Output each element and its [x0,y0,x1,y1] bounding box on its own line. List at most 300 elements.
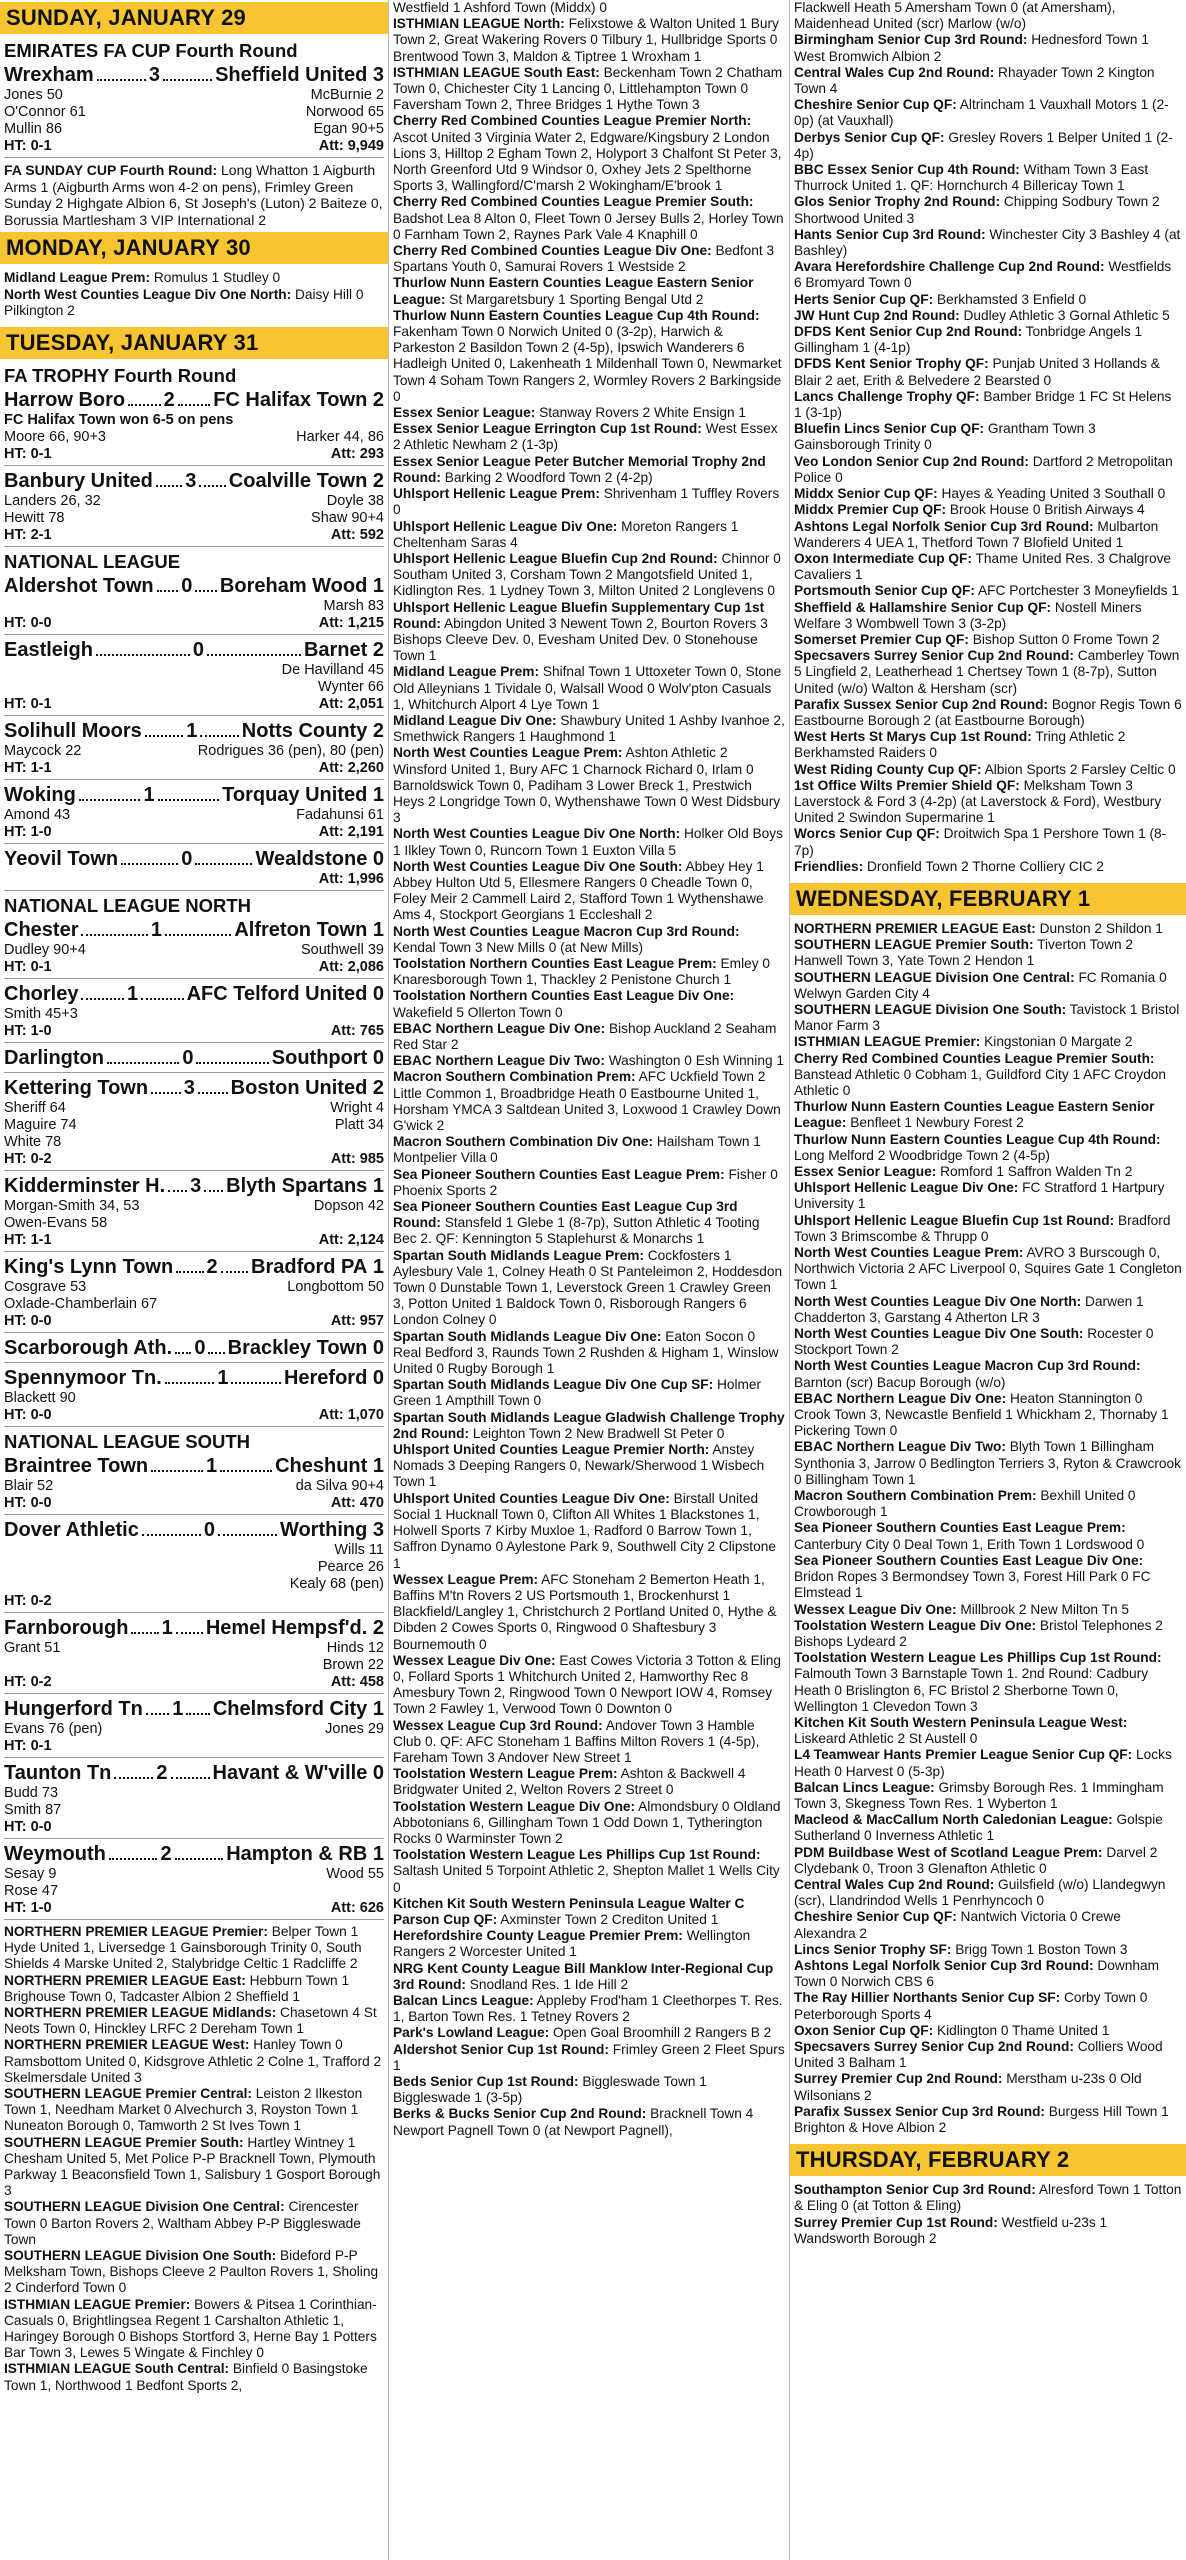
scorers-row [4,1721,384,1738]
result-entry [393,2106,785,2138]
competition-label: SOUTHERN LEAGUE Division One Central: [794,969,1075,985]
match-score-line [4,1455,384,1478]
competition-label: Worcs Senior Cup QF: [794,826,940,842]
competition-label: Toolstation Northern Counties East League Div One: [393,988,735,1004]
result-text: Stanway Rovers 2 White Ensign 1 [535,405,746,421]
home-score: 1 [206,1454,218,1477]
result-text: Axminster Town 2 Crediton United 1 [497,1911,719,1927]
result-entry [393,859,785,924]
away-score: 0 [372,1046,384,1069]
competition-label: Central Wales Cup 2nd Round: [794,1876,995,1892]
result-text: Golspie Sutherland 0 Inverness Athletic 1 [794,1812,1163,1844]
competition-label: Oxon Senior Cup QF: [794,2022,934,2038]
halftime-score: HT: 0-2 [4,1592,52,1609]
result-text: Locks Heath 0 Harvest 0 (5-3p) [794,1747,1172,1779]
competition-label: Southampton Senior Cup 3rd Round: [794,2182,1036,2198]
competition-label: NORTHERN PREMIER LEAGUE East: [4,1972,246,1988]
scorers-row [4,679,384,696]
home-team-name: Scarborough Ath. [4,1336,173,1359]
halftime-attendance-row [4,959,384,979]
scorers-row [4,1296,384,1313]
home-score: 0 [192,638,204,661]
away-score: 1 [372,918,384,941]
scorers-row [4,1576,384,1593]
result-entry [4,2248,384,2297]
home-team [4,470,153,493]
home-team [4,389,125,412]
home-scorer: Rose 47 [4,1882,59,1899]
halftime-attendance-row [4,1313,384,1333]
result-entry [794,1909,1182,1941]
halftime-attendance-row [4,138,384,158]
match-block [4,64,384,158]
competition-label: The Ray Hillier Northants Senior Cup SF: [794,1990,1061,2006]
scorers-row [4,1100,384,1117]
result-text: Bowers & Pitsea 1 Corinthian-Casuals 0, Brightlingsea Regent 1 Carshalton Athletic 1, Haringey Borough 0 Bishops Stortford 3, Herne Bay 1 Potters Bar Town 3, Lewes 5 Wingate & Finchley 0 [4,2296,377,2361]
match-block [4,1077,384,1171]
competition-label: BBC Essex Senior Cup 4th Round: [794,162,1020,178]
competition-label: Kitchen Kit South Western Peninsula League Walter C Parson Cup QF: [393,1895,745,1927]
halftime-attendance-row [4,615,384,635]
dotted-leader [168,1175,187,1192]
home-scorer: Hewitt 78 [4,509,65,526]
result-text: Fisher 0 Phoenix Sports 2 [393,1166,778,1198]
away-team-name: Blyth Spartans [226,1174,368,1197]
result-text: Darwen 1 Chadderton 3, Garstang 4 Atherton LR 3 [794,1293,1144,1325]
competition-label: Sheffield & Hallamshire Senior Cup QF: [794,599,1052,615]
result-text: Winchester City 3 Bashley 4 (at Bashley) [794,226,1181,259]
away-team-name: Brackley Town [227,1336,368,1359]
result-text: Barking 2 Woodford Town 2 (4-2p) [440,469,653,485]
home-score: 3 [185,469,197,492]
away-team-name: Cheshunt [275,1454,368,1477]
result-entry [4,2037,384,2086]
home-team [4,1047,104,1070]
match-score-line [4,1367,384,1390]
competition-label: Uhlsport Hellenic League Bluefin Supplementary Cup 1st Round: [393,599,765,631]
home-team-name: Spennymoor Tn. [4,1366,162,1389]
away-scorer: Wright 4 [330,1099,384,1116]
result-text: Dudley Athletic 3 Gornal Athletic 5 [959,307,1170,323]
dotted-leader [208,1337,224,1354]
competition-label: West Riding County Cup QF: [794,761,982,777]
result-entry [794,1099,1182,1131]
competition-label: Glos Senior Trophy 2nd Round: [794,194,1001,210]
match-score-line [4,64,384,87]
halftime-attendance-row [4,1900,384,1920]
result-entry [4,270,384,286]
result-entry [393,826,785,858]
competition-label: Essex Senior League: [794,1164,937,1180]
result-entry [794,921,1182,937]
competition-label: Midland League Prem: [4,270,151,286]
result-text: Saltash United 5 Torpoint Athletic 2, Shepton Mallet 1 Wells City 0 [393,1863,780,1895]
result-entry [393,600,785,665]
result-text: Westfields 6 Bromyard Town 0 [794,259,1172,291]
result-entry [393,1961,785,1993]
result-entry [794,697,1182,729]
halftime-attendance-row [4,1070,384,1073]
competition-label: NORTHERN PREMIER LEAGUE Midlands: [4,2005,277,2020]
result-entry [794,2215,1182,2247]
competition-label: North West Counties League Div One North: [794,1293,1082,1309]
result-text: Bexhill United 0 Crowborough 1 [794,1488,1136,1520]
dotted-leader [97,64,146,81]
away-team [206,1617,367,1640]
home-score: 1 [126,982,139,1005]
result-text: Kidlington 0 Thame United 1 [933,2022,1110,2038]
result-text: Hayes & Yeading United 3 Southall 0 [937,486,1166,502]
column-3 [790,0,1186,2560]
competition-label: Specsavers Surrey Senior Cup 2nd Round: [794,648,1074,664]
competition-label: Balcan Lincs League: [794,1779,935,1795]
competition-label: ISTHMIAN LEAGUE South Central: [4,2361,230,2377]
competition-label: ISTHMIAN LEAGUE Premier: [4,2296,191,2312]
result-text: Bracknell Town 4 Newport Pagnell Town 0 (at Newport Pagnell), [393,2106,754,2138]
competition-label: Aldershot Senior Cup 1st Round: [393,2041,609,2057]
halftime-attendance-row [4,1407,384,1427]
result-text: Nantwich Victoria 0 Crewe Alexandra 2 [794,1909,1121,1941]
result-entry [393,1799,785,1848]
result-entry [794,648,1182,697]
scorers-row [4,1198,384,1215]
result-entry [4,2361,384,2393]
competition-label: PDM Buildbase West of Scotland League Prem: [794,1844,1103,1860]
result-text: Moreton Rangers 1 Cheltenham Saras 4 [393,518,739,550]
competition-label: Toolstation Northern Counties East League Prem: [393,955,717,971]
result-text: Chinnor 0 Southam United 3, Corsham Town 2 Mangotsfield United 1, Kidlington Res. 1 Lydney Town 3, Milton United 2 Longlevens 0 [393,550,781,599]
competition-label: Macron Southern Combination Prem: [393,1069,636,1085]
result-entry [393,1896,785,1928]
result-entry [393,988,785,1020]
result-text: Bridon Ropes 3 Bermondsey Town 3, Forest Hill Park 0 FC Elmstead 1 [794,1569,1151,1601]
result-entry [794,970,1182,1002]
home-score: 3 [190,1174,202,1197]
dotted-leader [218,1519,277,1536]
away-scorer: Longbottom 50 [287,1278,384,1295]
day-header: SUNDAY, JANUARY 29 [0,2,388,34]
home-score: 0 [182,1046,194,1069]
match-block [4,575,384,635]
halftime-score: HT: 0-2 [4,1673,52,1690]
halftime-score: HT: 0-1 [4,138,52,154]
dotted-leader [204,1175,223,1192]
result-entry [794,259,1182,291]
home-score: 1 [172,1697,184,1720]
competition-label: Oxon Intermediate Cup QF: [794,550,972,566]
competition-label: Friendlies: [794,858,864,874]
scorers-row [4,1006,384,1023]
result-text: Tring Athletic 2 Berkhamsted Raiders 0 [794,729,1126,761]
home-score: 0 [181,847,193,870]
competition-label: Essex Senior League Errington Cup 1st Round: [393,421,702,437]
dotted-leader [157,575,179,592]
result-entry [794,583,1182,599]
result-entry [393,0,785,16]
result-entry [794,2182,1182,2214]
result-entry [393,956,785,988]
competition-label: NORTHERN PREMIER LEAGUE East: [794,920,1036,936]
competition-label: Sea Pioneer Southern Counties East League Div One: [794,1552,1144,1568]
halftime-attendance-row [4,824,384,844]
halftime-attendance-row [4,1819,384,1839]
home-scorer: Grant 51 [4,1639,61,1656]
away-scorer: Kealy 68 (pen) [289,1575,384,1592]
result-text: Abingdon United 3 Newent Town 2, Bourton Rovers 3 Bishops Cleeve Dev. 0, Evesham United Dev. 0 Stonehouse Town 1 [393,615,768,664]
dotted-leader [151,1077,181,1094]
home-team [4,1762,111,1785]
away-team-name: Torquay United [222,783,368,806]
result-entry [393,745,785,826]
competition-label: Cheshire Senior Cup QF: [794,97,957,113]
result-entry [393,1248,785,1329]
result-entry [393,454,785,486]
result-entry [794,1034,1182,1050]
result-entry [393,194,785,243]
scorers-row [4,662,384,679]
match-subnote: FC Halifax Town won 6-5 on pens [4,411,234,428]
result-text: Snodland Res. 1 Ide Hill 2 [466,1976,629,1992]
result-text: Westfield 1 Ashford Town (Middx) 0 [393,0,608,15]
result-text: AFC Stoneham 2 Bemerton Heath 1, Baffins M'tn Rovers 2 US Portsmouth 1, Brockenhurst 1 Blackfield/Langley 1, Christchurch 2 Portland United 0, Hythe & Dibden 2 Cowes Sports 0, Ringwood 0 Shaftesbury 3 Bournemouth 0 [393,1571,777,1652]
home-score: 1 [161,1616,173,1639]
competition-label: Central Wales Cup 2nd Round: [794,64,995,80]
away-team [272,1047,368,1070]
competition-label: Ashtons Legal Norfolk Senior Cup 3rd Round: [794,1957,1094,1973]
result-text: Wellington Rangers 2 Worcester United 1 [393,1928,751,1960]
halftime-attendance-row [4,527,384,547]
home-team-name: Chester [4,918,79,941]
competition-label: North West Counties League Prem: [794,1245,1024,1261]
result-entry [4,162,384,228]
dotted-leader [165,1367,215,1384]
home-team [4,1175,165,1198]
away-score: 3 [372,1518,385,1541]
dotted-leader [198,1077,228,1094]
competition-label: EBAC Northern League Div Two: [393,1053,605,1069]
competition-title: NATIONAL LEAGUE SOUTH [4,1430,250,1452]
home-team-name: Chorley [4,982,79,1005]
match-block [4,1843,384,1920]
competition-label: North West Counties League Macron Cup 3rd Round: [794,1358,1141,1374]
result-text: Washington 0 Esh Winning 1 [604,1053,784,1069]
attendance: Att: 470 [330,1494,384,1511]
competition-label: Cherry Red Combined Counties League Premier South: [794,1050,1155,1066]
home-scorer: Maguire 74 [4,1116,77,1133]
competition-label: Spartan South Midlands League Prem: [393,1247,644,1263]
home-scorer: Jones 50 [4,87,63,103]
dotted-leader [196,1047,268,1064]
away-team-name: Worthing [279,1518,368,1541]
result-entry [794,1391,1182,1440]
away-score: 0 [372,847,384,870]
attendance: Att: 2,260 [318,759,384,776]
attendance: Att: 293 [330,445,384,462]
match-score-line [4,1762,384,1785]
result-text: Open Goal Broomhill 2 Rangers B 2 [549,2025,772,2041]
scorers-row [4,87,384,104]
scorers-row [4,1390,384,1407]
competition-label: Thurlow Nunn Eastern Counties League Cup 4th Round: [794,1131,1161,1147]
home-score: 2 [206,1255,218,1278]
competition-label: Beds Senior Cup 1st Round: [393,2074,579,2089]
result-entry [393,113,785,194]
competition-label: Wessex League Div One: [794,1601,957,1617]
home-scorer: O'Connor 61 [4,104,86,120]
result-entry [393,1167,785,1199]
away-team-name: Coalville Town [228,469,368,492]
result-text: East Cowes Victoria 3 Totton & Eling 0, Follard Sports 1 Whitchurch United 2, Hamworthy Rec 8 Amesbury Town 2, Ringwood Town 0 Newport IOW 4, Romsey Town 2 Fawley 1, Verwood Town 0 Downton 0 [393,1652,782,1717]
result-entry [794,486,1182,502]
result-text: Leighton Town 2 New Bradwell St Peter 0 [469,1425,725,1441]
result-text: Altrincham 1 Vauxhall Motors 1 (2-0p) (at Vauxhall) [794,97,1169,129]
home-scorer: Smith 45+3 [4,1005,78,1022]
result-entry [794,762,1182,778]
result-entry [794,227,1182,259]
result-entry [393,1442,785,1491]
away-team-name: Hereford [283,1366,368,1389]
away-team [187,983,368,1006]
away-scorer: Egan 90+5 [313,121,384,137]
result-entry [794,162,1182,194]
result-entry [794,551,1182,583]
competition-label: NORTHERN PREMIER LEAGUE Premier: [4,1923,268,1939]
match-block [4,639,384,716]
competition-label: SOUTHERN LEAGUE Premier Central: [4,2086,252,2102]
result-entry [794,1553,1182,1602]
result-text: Corby Town 0 Peterborough Sports 4 [794,1990,1148,2022]
away-team [242,720,368,743]
dotted-leader [81,919,147,936]
competition-label: DFDS Kent Senior Trophy QF: [794,356,989,372]
halftime-attendance-row [4,1023,384,1043]
result-entry [393,1134,785,1166]
result-text: Binfield 0 Basingstoke Town 1, Northwood 1 Bedfont Sports 2, [4,2361,368,2393]
match-score-line [4,1047,384,1070]
competition-label: Uhlsport Hellenic League Bluefin Cup 1st Round: [794,1212,1115,1228]
attendance: Att: 765 [330,1022,384,1039]
competition-label: SOUTHERN LEAGUE Premier South: [794,937,1034,953]
result-text: Shrivenham 1 Tuffley Rovers 0 [393,486,780,518]
home-team [4,919,78,942]
dotted-leader [107,1047,179,1064]
dotted-leader [186,1698,209,1715]
dotted-leader [146,1698,169,1715]
competition-label: Ashtons Legal Norfolk Senior Cup 3rd Round: [794,518,1094,534]
competition-label: NRG Kent County League Bill Manklow Inter-Regional Cup 3rd Round: [393,1960,774,1992]
competition-label: Uhlsport United Counties League Premier North: [393,1442,710,1458]
competition-label: North West Counties League Div One South: [393,858,683,874]
scorers-row [4,1478,384,1495]
result-entry [393,1410,785,1442]
result-entry [393,421,785,453]
competition-label: Parafix Sussex Senior Cup 2nd Round: [794,696,1049,712]
competition-label: Macron Southern Combination Prem: [794,1488,1037,1504]
halftime-attendance-row [4,1495,384,1515]
attendance: Att: 2,086 [318,958,384,975]
competition-label: North West Counties League Div One South: [794,1326,1084,1342]
result-entry [794,1051,1182,1100]
result-entry [794,1780,1182,1812]
result-text: Fakenham Town 0 Norwich United 0 (3-2p), Harwich & Parkeston 2 Basildon Town 2 (4-5p), Ipswich Wanderers 6 Hadleigh United 0, Lakenheath 1 Mildenhall Town 0, Newmarket Town 4 Soham Town Rangers 2, Wormley Rovers 2 Barkingside 0 [393,324,782,404]
away-team [229,470,368,493]
result-entry [393,1572,785,1653]
result-text: Cockfosters 1 Aylesbury Vale 1, Colney Heath 0 St Panteleimon 2, Hoddesdon Town 0 Dunstable Town 1, Leverstock Green 1 Crawley Green 3, Potton United 1 Baldock Town 0, Risborough Rangers 6 London Colney 0 [393,1247,783,1328]
scorers-row [4,121,384,138]
away-team-name: Bradford PA [251,1255,368,1278]
away-scorer: Doyle 38 [326,492,384,509]
home-score: 0 [203,1518,215,1541]
result-text: Birstall United Social 1 Hucknall Town 0, Clifton All Whites 1 Blackstones 1, Holwell Sports 7 Kirby Muxloe 1, Radford 0 Barrow Town 1, Saffron Dynamo 0 Aylestone Park 9, Southwell City 2 Clipstone 1 [393,1490,776,1571]
dotted-leader [176,1617,203,1634]
result-entry [794,454,1182,486]
competition-label: Hants Senior Cup 3rd Round: [794,226,986,242]
scorers-row [4,1883,384,1900]
competition-title: NATIONAL LEAGUE [4,550,181,572]
result-text: Darvel 2 Clydebank 0, Troon 3 Glenafton Athletic 0 [794,1844,1158,1876]
result-text: Bedfont 3 Spartans Youth 0, Samurai Rovers 1 Westside 2 [393,243,775,275]
match-score-line [4,1519,384,1542]
match-block [4,1519,384,1613]
result-text: Chipping Sodbury Town 2 Shortwood United 3 [794,194,1160,226]
away-score: 0 [372,1761,385,1784]
match-block [4,720,384,780]
home-team-name: Farnborough [4,1616,129,1639]
scorers-row [4,942,384,959]
result-text: Tavistock 1 Bristol Manor Farm 3 [794,1001,1180,1034]
result-text: Wakefield 5 Ollerton Town 0 [393,1004,563,1020]
competition-label: Lincs Senior Trophy SF: [794,1941,952,1957]
competition-label: FA SUNDAY CUP Fourth Round: [4,162,218,178]
halftime-attendance-row [4,446,384,466]
halftime-attendance-row [4,696,384,716]
home-scorer: Budd 73 [4,1784,59,1801]
result-entry [4,2199,384,2248]
attendance: Att: 2,051 [318,695,384,712]
competition-label: Wessex League Div One: [393,1652,556,1668]
home-team-name: Darlington [4,1046,104,1069]
away-team [215,64,367,87]
home-scorer: Cosgrave 53 [4,1278,87,1295]
day-header: TUESDAY, JANUARY 31 [0,327,388,359]
home-team-name: Kettering Town [4,1076,149,1099]
result-entry [393,519,785,551]
competition-title: FA TROPHY Fourth Round [4,364,237,386]
result-text: Banstead Athletic 0 Cobham 1, Guildford City 1 AFC Croydon Athletic 0 [794,1066,1167,1098]
home-score: 0 [181,574,193,597]
halftime-score: HT: 0-0 [4,614,52,631]
halftime-score: HT: 2-1 [4,526,52,543]
competition-label: Wessex League Cup 3rd Round: [393,1717,603,1733]
home-team [4,1367,162,1390]
result-text: Romford 1 Saffron Walden Tn 2 [936,1164,1133,1180]
home-team-name: Braintree Town [4,1454,149,1477]
home-team [4,1077,148,1100]
away-team [231,1077,368,1100]
dotted-leader [141,983,184,1000]
competition-label: Midland League Prem: [393,664,540,680]
competition-label: Berks & Bucks Senior Cup 2nd Round: [393,2106,647,2122]
result-text: AFC Uckfield Town 2 Little Common 1, Broadbridge Heath 0 Eastbourne United 1, Horsham YMCA 3 Saltdean United 3, Loxwood 1 Crawley Down G'wick 2 [393,1069,781,1134]
result-text: Westfield u-23s 1 Wandsworth Borough 2 [794,2214,1108,2246]
result-entry [794,1650,1182,1715]
result-entry [393,2074,785,2106]
competition-label: Kitchen Kit South Western Peninsula League West: [794,1714,1128,1730]
away-scorer: Fadahunsi 61 [296,806,384,823]
result-text: Burgess Hill Town 1 Brighton & Hove Albion 2 [794,2103,1169,2135]
scorers-row [4,1215,384,1232]
result-entry [393,2042,785,2074]
